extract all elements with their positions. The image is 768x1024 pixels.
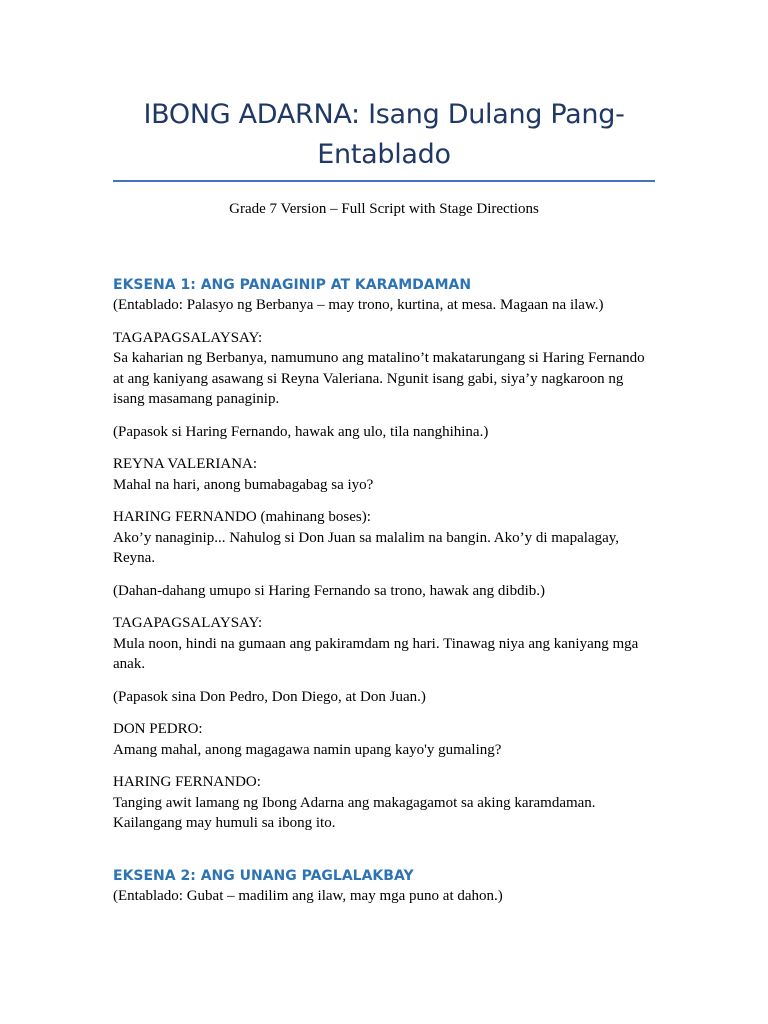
dialogue-block [113,454,645,495]
title-divider [113,180,655,182]
stage-direction: (Papasok si Haring Fernando, hawak ang ulo, tila nanghihina.) [113,423,489,440]
speaker-name: HARING FERNANDO: [113,774,261,790]
script-content [113,275,645,906]
speaker-name: DON PEDRO: [113,721,203,737]
dialogue-line: Tanging awit lamang ng Ibong Adarna ang makagagamot sa aking karamdaman. Kailangang may humuli sa ibong ito. [113,794,596,831]
dialogue-line: Mula noon, hindi na gumaan ang pakiramdam ng hari. Tinawag niya ang kaniyang mga anak. [113,635,639,672]
scene-1-heading: EKSENA 1: ANG PANAGINIP AT KARAMDAMAN [113,277,472,293]
dialogue-block [113,613,645,675]
stage-direction: (Dahan-dahang umupo si Haring Fernando sa trono, hawak ang dibdib.) [113,582,545,599]
scene-1-setting: (Entablado: Palasyo ng Berbanya – may trono, kurtina, at mesa. Magaan na ilaw.) [113,297,604,313]
dialogue-block [113,328,645,410]
speaker-name: REYNA VALERIANA: [113,456,258,472]
speaker-name: TAGAPAGSALAYSAY: [113,329,263,346]
dialogue-line: Sa kaharian ng Berbanya, namumuno ang matalino’t makatarungang si Haring Fernando at ang kaniyang asawang si Reyna Valeriana. Ngunit isang gabi, siya’y nagkaroon ng isang masamang panaginip. [113,350,645,407]
document-title: IBONG ADARNA: Isang Dulang Pang-Entablado [143,99,625,170]
scene-2-setting: (Entablado: Gubat – madilim ang ilaw, may mga puno at dahon.) [113,887,503,904]
scene-2-heading: EKSENA 2: ANG UNANG PAGLALAKBAY [113,867,414,884]
dialogue-line: Ako’y nanaginip... Nahulog si Don Juan sa malalim na bangin. Ako’y di mapalagay, Reyna. [113,529,620,566]
dialogue-block [113,772,645,834]
document-subtitle: Grade 7 Version – Full Script with Stage Directions [229,201,539,217]
stage-direction: (Papasok sina Don Pedro, Don Diego, at Don Juan.) [113,688,426,705]
dialogue-line: Mahal na hari, anong bumabagabag sa iyo? [113,476,374,493]
dialogue-line: Amang mahal, anong magagawa namin upang kayo'y gumaling? [113,741,502,758]
speaker-name: TAGAPAGSALAYSAY: [113,615,263,631]
speaker-name: HARING FERNANDO (mahinang boses): [113,509,371,525]
dialogue-block [113,507,645,569]
dialogue-block [113,719,645,760]
